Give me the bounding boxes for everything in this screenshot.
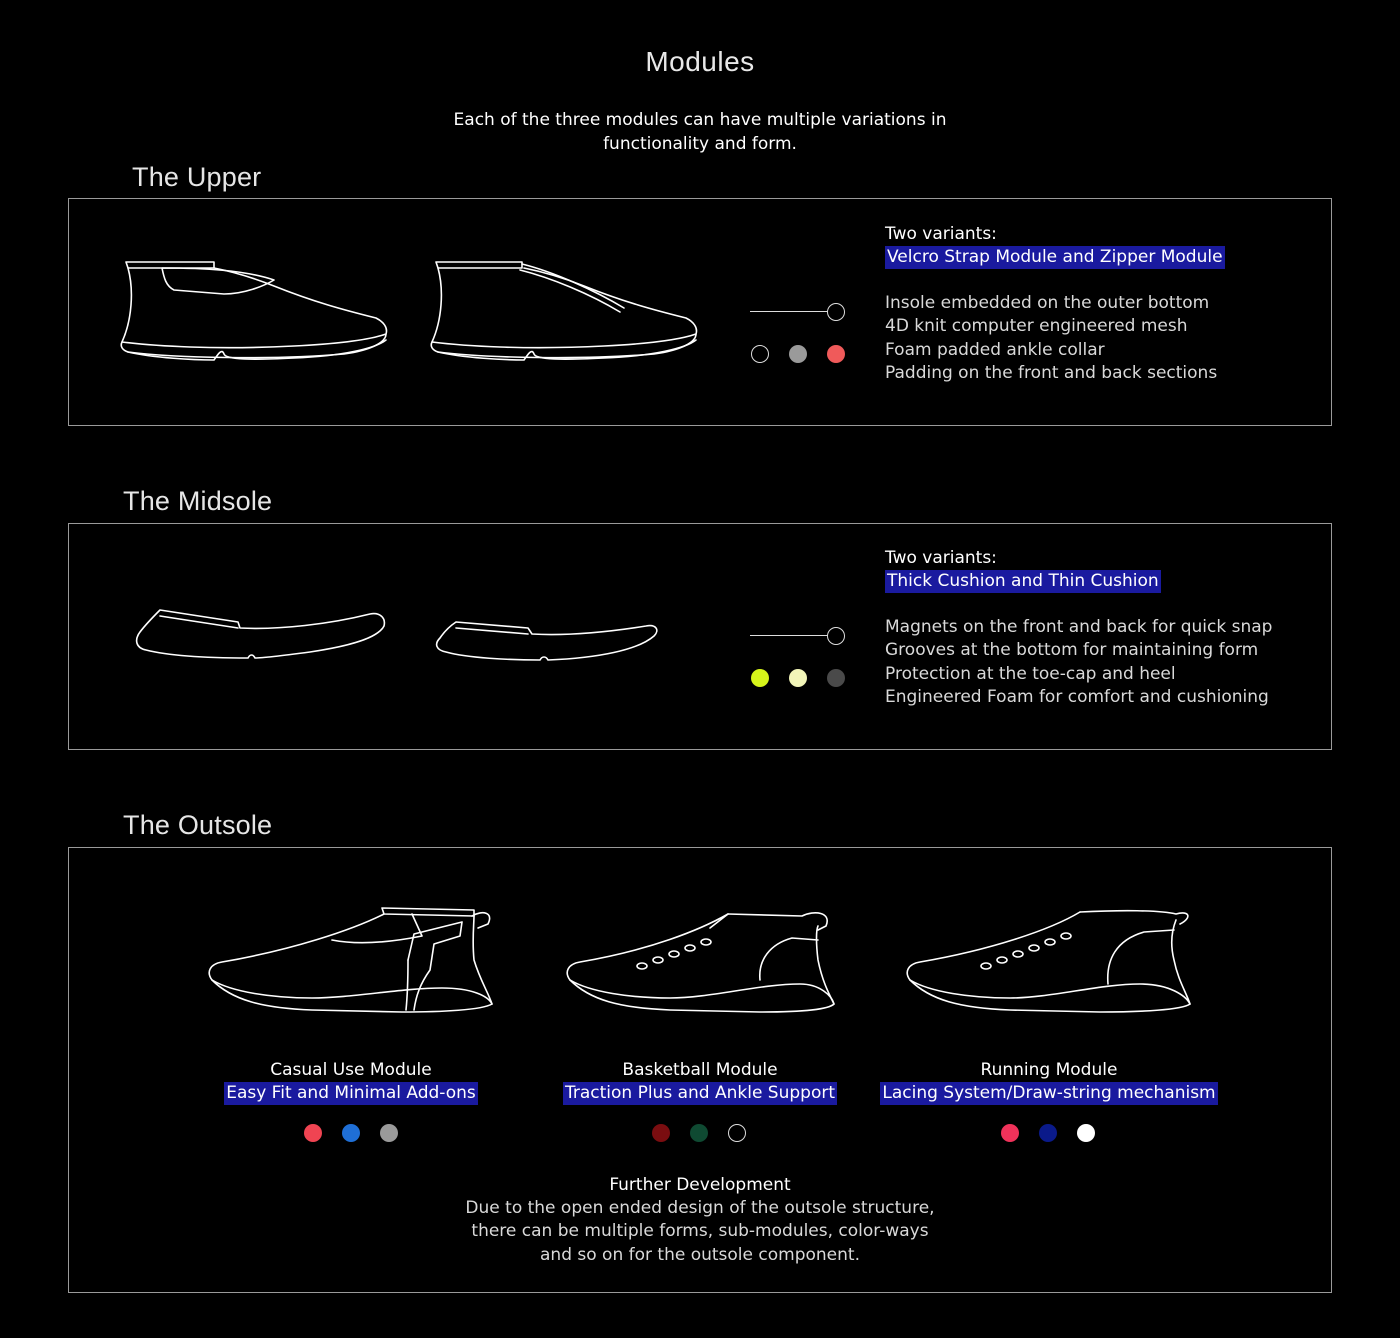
heel-counter	[760, 938, 818, 980]
feature-item: Insole embedded on the outer bottom	[885, 293, 1210, 313]
heel-counter	[1108, 930, 1174, 984]
module-name: Casual Use Module	[270, 1060, 432, 1080]
sole-line	[570, 980, 834, 1004]
lace-eyelet	[1061, 933, 1071, 939]
subtitle-line: Each of the three modules can have multiple variations in	[453, 110, 947, 130]
lace-eyelet	[1029, 945, 1039, 951]
lace-eyelet	[1013, 951, 1023, 957]
further-development-text	[400, 1197, 1000, 1267]
module-highlight: Easy Fit and Minimal Add-ons	[226, 1083, 476, 1103]
casual-color-swatch-blue[interactable]	[342, 1124, 360, 1142]
sole-line	[212, 980, 492, 1004]
lace-eyelet	[653, 957, 663, 963]
section-title-midsole: The Midsole	[123, 486, 273, 516]
shoe-upper	[907, 912, 1190, 1012]
outsole-module-running	[849, 1059, 1249, 1105]
variants-label: Two variants:	[885, 224, 997, 244]
upper-color-swatch-red[interactable]	[827, 345, 845, 363]
basketball-color-swatch-maroon[interactable]	[652, 1124, 670, 1142]
lace-eyelet	[685, 945, 695, 951]
sole-line	[910, 980, 1190, 1004]
shoe-upper	[567, 914, 834, 1012]
zipper-line-2	[520, 270, 620, 312]
lace-eyelet	[997, 957, 1007, 963]
collar	[382, 908, 474, 916]
running-color-swatch-white[interactable]	[1077, 1124, 1095, 1142]
feature-item: Protection at the toe-cap and heel	[885, 663, 1176, 684]
velcro-strap	[162, 268, 274, 294]
upper-velcro-shoe-illustration	[114, 250, 394, 370]
side-panel-2	[406, 960, 408, 1010]
upper-zipper-shoe-illustration	[424, 250, 704, 370]
midsole-variant-slider-knob[interactable]	[827, 627, 845, 645]
midsole-variant-slider-track[interactable]	[750, 635, 828, 636]
basketball-color-swatch-black[interactable]	[728, 1124, 746, 1142]
shoe-outline	[126, 262, 214, 268]
variants-label: Two variants:	[885, 548, 997, 568]
shoe-outline	[436, 262, 522, 268]
toe-strap	[332, 914, 422, 943]
upper-variant-slider-track[interactable]	[750, 311, 828, 312]
casual-shoe-illustration	[202, 900, 500, 1025]
side-panel	[408, 922, 462, 1010]
lace-eyelet	[981, 963, 991, 969]
midsole-color-swatch-lime[interactable]	[751, 669, 769, 687]
running-shoe-illustration	[900, 900, 1198, 1025]
further-line: Due to the open ended design of the outsole structure,	[465, 1198, 935, 1218]
subtitle-line: functionality and form.	[603, 134, 797, 154]
module-highlight: Traction Plus and Ankle Support	[564, 1083, 836, 1103]
feature-list	[885, 292, 1225, 385]
feature-item: Padding on the front and back sections	[885, 362, 1218, 383]
basketball-color-swatch-green[interactable]	[690, 1124, 708, 1142]
shoe-upper	[432, 268, 697, 348]
feature-item: Foam padded ankle collar	[885, 339, 1105, 360]
page-title: Modules	[645, 46, 755, 77]
midsole-thin-illustration	[428, 610, 663, 670]
upper-color-swatch-grey[interactable]	[789, 345, 807, 363]
module-name: Basketball Module	[622, 1060, 778, 1080]
midsole-top-line	[160, 616, 238, 628]
further-line: and so on for the outsole component.	[540, 1244, 860, 1265]
collar	[1080, 911, 1188, 924]
running-color-swatch-pink[interactable]	[1001, 1124, 1019, 1142]
feature-item: Magnets on the front and back for quick snap	[885, 617, 1273, 637]
lace-eyelet	[669, 951, 679, 957]
midsole-color-swatch-dark-grey[interactable]	[827, 669, 845, 687]
further-development-title: Further Development	[609, 1175, 791, 1195]
feature-list	[885, 616, 1272, 709]
section-title-outsole: The Outsole	[123, 810, 273, 840]
feature-item: Engineered Foam for comfort and cushioning	[885, 686, 1269, 707]
midsole-outline	[437, 622, 657, 660]
lace-eyelet	[1045, 939, 1055, 945]
page-subtitle	[400, 108, 1000, 156]
section-title-upper: The Upper	[132, 162, 262, 192]
midsole-info	[885, 547, 1272, 709]
feature-item: 4D knit computer engineered mesh	[885, 316, 1188, 337]
further-development	[400, 1174, 1000, 1267]
feature-item: Grooves at the bottom for maintaining form	[885, 640, 1259, 661]
upper-variant-slider-knob[interactable]	[827, 303, 845, 321]
running-color-swatch-navy[interactable]	[1039, 1124, 1057, 1142]
outsole-module-basketball	[520, 1059, 880, 1105]
midsole-color-swatch-cream[interactable]	[789, 669, 807, 687]
midsole-top-line	[456, 628, 528, 634]
midsole-thick-illustration	[130, 600, 395, 672]
tongue	[710, 914, 728, 928]
upper-info	[885, 223, 1225, 385]
module-name: Running Module	[980, 1060, 1118, 1080]
variants-highlight: Velcro Strap Module and Zipper Module	[887, 247, 1223, 267]
variants-highlight: Thick Cushion and Thin Cushion	[887, 571, 1159, 591]
shoe-upper	[209, 914, 492, 1012]
upper-color-swatch-black[interactable]	[751, 345, 769, 363]
collar	[728, 913, 827, 930]
basketball-shoe-illustration	[560, 900, 845, 1025]
shoe-upper	[122, 268, 387, 348]
further-line: there can be multiple forms, sub-modules, color-ways	[471, 1221, 929, 1242]
lace-eyelet	[637, 963, 647, 969]
lace-eyelet	[701, 939, 711, 945]
midsole-outline	[137, 610, 385, 658]
module-highlight: Lacing System/Draw-string mechanism	[882, 1083, 1216, 1103]
casual-color-swatch-grey[interactable]	[380, 1124, 398, 1142]
casual-color-swatch-red[interactable]	[304, 1124, 322, 1142]
outsole-module-casual	[201, 1059, 501, 1105]
